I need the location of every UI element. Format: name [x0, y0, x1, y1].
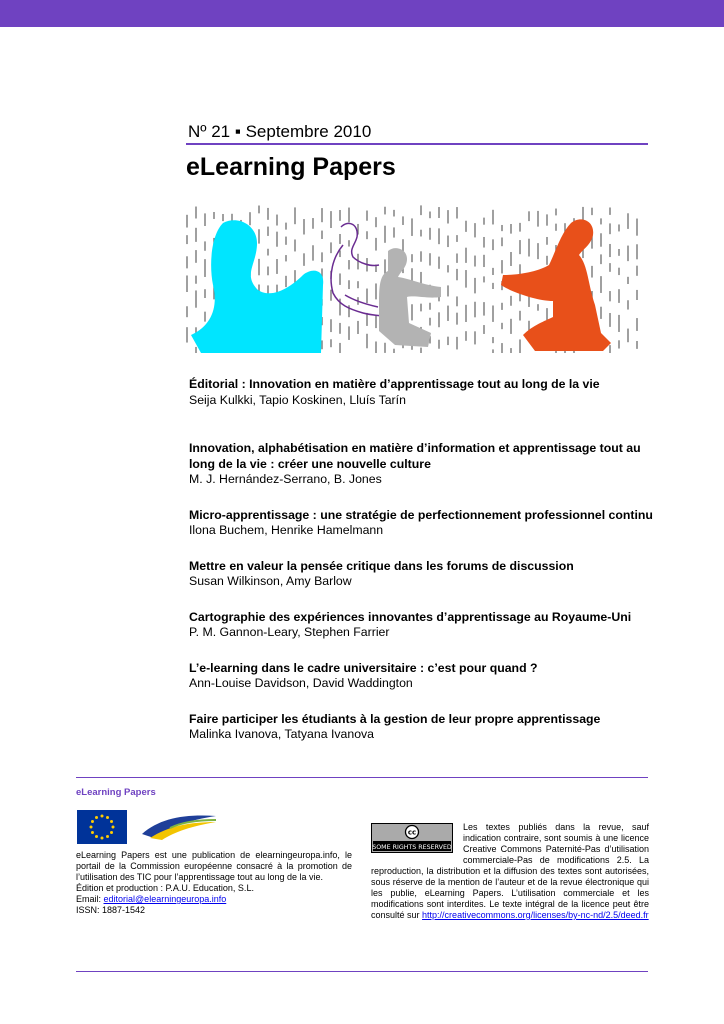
article-authors: Susan Wilkinson, Amy Barlow [189, 574, 352, 588]
article-authors: Ilona Buchem, Henrike Hamelmann [189, 523, 384, 537]
issue-divider [186, 143, 648, 145]
article-authors: Seija Kulkki, Tapio Koskinen, Lluís Tarín [189, 392, 406, 407]
article-item [189, 559, 659, 590]
publisher-info [76, 850, 352, 916]
production-credit: Édition et production : P.A.U. Education, S.L. [76, 883, 254, 893]
eu-star [91, 831, 94, 834]
article-authors: M. J. Hernández-Serrano, B. Jones [189, 472, 382, 486]
footer-divider-bottom [76, 971, 648, 972]
eu-flag-icon [77, 810, 127, 844]
article-title: Éditorial : Innovation en matière d’apprentissage tout au long de la vie [189, 377, 600, 391]
issn: ISSN: 1887-1542 [76, 905, 146, 915]
page-title: eLearning Papers [186, 153, 396, 181]
cc-mark: cc [407, 828, 417, 837]
eu-star [95, 816, 98, 819]
cc-badge-label: SOME RIGHTS RESERVED [372, 844, 452, 851]
article-title: Cartographie des expériences innovantes d’apprentissage au Royaume-Uni [189, 609, 632, 624]
cover-illustration [183, 205, 643, 355]
article-list [189, 377, 659, 763]
article-title: Innovation, alphabétisation en matière d’information et apprentissage tout au long de la vie : créer une nouvelle culture [189, 441, 641, 471]
eu-star [101, 815, 104, 818]
publisher-description: eLearning Papers est une publication de elearningeuropa.info, le portail de la Commission européenne consacré à la promotion de l’utilisation des TIC pour l’apprentissage tout au long de la vie. [76, 850, 352, 882]
license-link[interactable]: http://creativecommons.org/licenses/by-nc-nd/2.5/deed.fr [422, 910, 649, 920]
email-link[interactable]: editorial@elearningeuropa.info [103, 894, 227, 904]
article-title: Micro-apprentissage : une stratégie de perfectionnement professionnel continu [189, 507, 653, 522]
article-item [189, 712, 659, 743]
article-title: Mettre en valeur la pensée critique dans les forums de discussion [189, 558, 574, 573]
article-title: Faire participer les étudiants à la gestion de leur propre apprentissage [189, 711, 601, 726]
article-item [189, 508, 659, 539]
article-title: L’e-learning dans le cadre universitaire : c’est pour quand ? [189, 660, 538, 675]
eu-star [106, 835, 109, 838]
article-authors: Malinka Ivanova, Tatyana Ivanova [189, 727, 375, 741]
eu-star [90, 826, 93, 829]
footer-title: eLearning Papers [76, 787, 156, 798]
article-item [189, 377, 659, 408]
top-accent-bar [0, 0, 724, 27]
email-label: Email: [76, 894, 102, 904]
article-authors: Ann-Louise Davidson, David Waddington [189, 676, 413, 690]
eu-star [110, 820, 113, 823]
license-info [371, 822, 649, 921]
eu-star [110, 831, 113, 834]
license-text: Les textes publiés dans la revue, sauf indication contraire, sont soumis à une licence Creative Commons Paternité-Pas d’utilisation commerciale-Pas de modifications 2.5. La reproduction, la distribution et la diffusion des textes sont autorisées, sous réserve de la mention de l’auteur et de la revue électronique qui les publie, eLearning Papers. L’utilisation commerciale et les modifications sont interdites. Le texte intégral de la licence peut être consulté sur [371, 822, 649, 920]
footer-divider-top [76, 777, 648, 778]
eu-star [91, 820, 94, 823]
lifelong-learning-logo-icon [140, 810, 218, 842]
eu-star [95, 835, 98, 838]
gray-figure [379, 248, 441, 347]
email-line [76, 894, 352, 905]
eu-star [106, 816, 109, 819]
article-item [189, 661, 659, 692]
eu-star [112, 826, 115, 829]
article-authors: P. M. Gannon-Leary, Stephen Farrier [189, 625, 390, 639]
eu-star [101, 837, 104, 840]
issue-number: Nº 21 ▪ Septembre 2010 [188, 122, 372, 141]
article-item [189, 610, 659, 641]
cyan-figure [191, 220, 323, 353]
article-item [189, 441, 659, 488]
orange-figure [501, 219, 611, 351]
